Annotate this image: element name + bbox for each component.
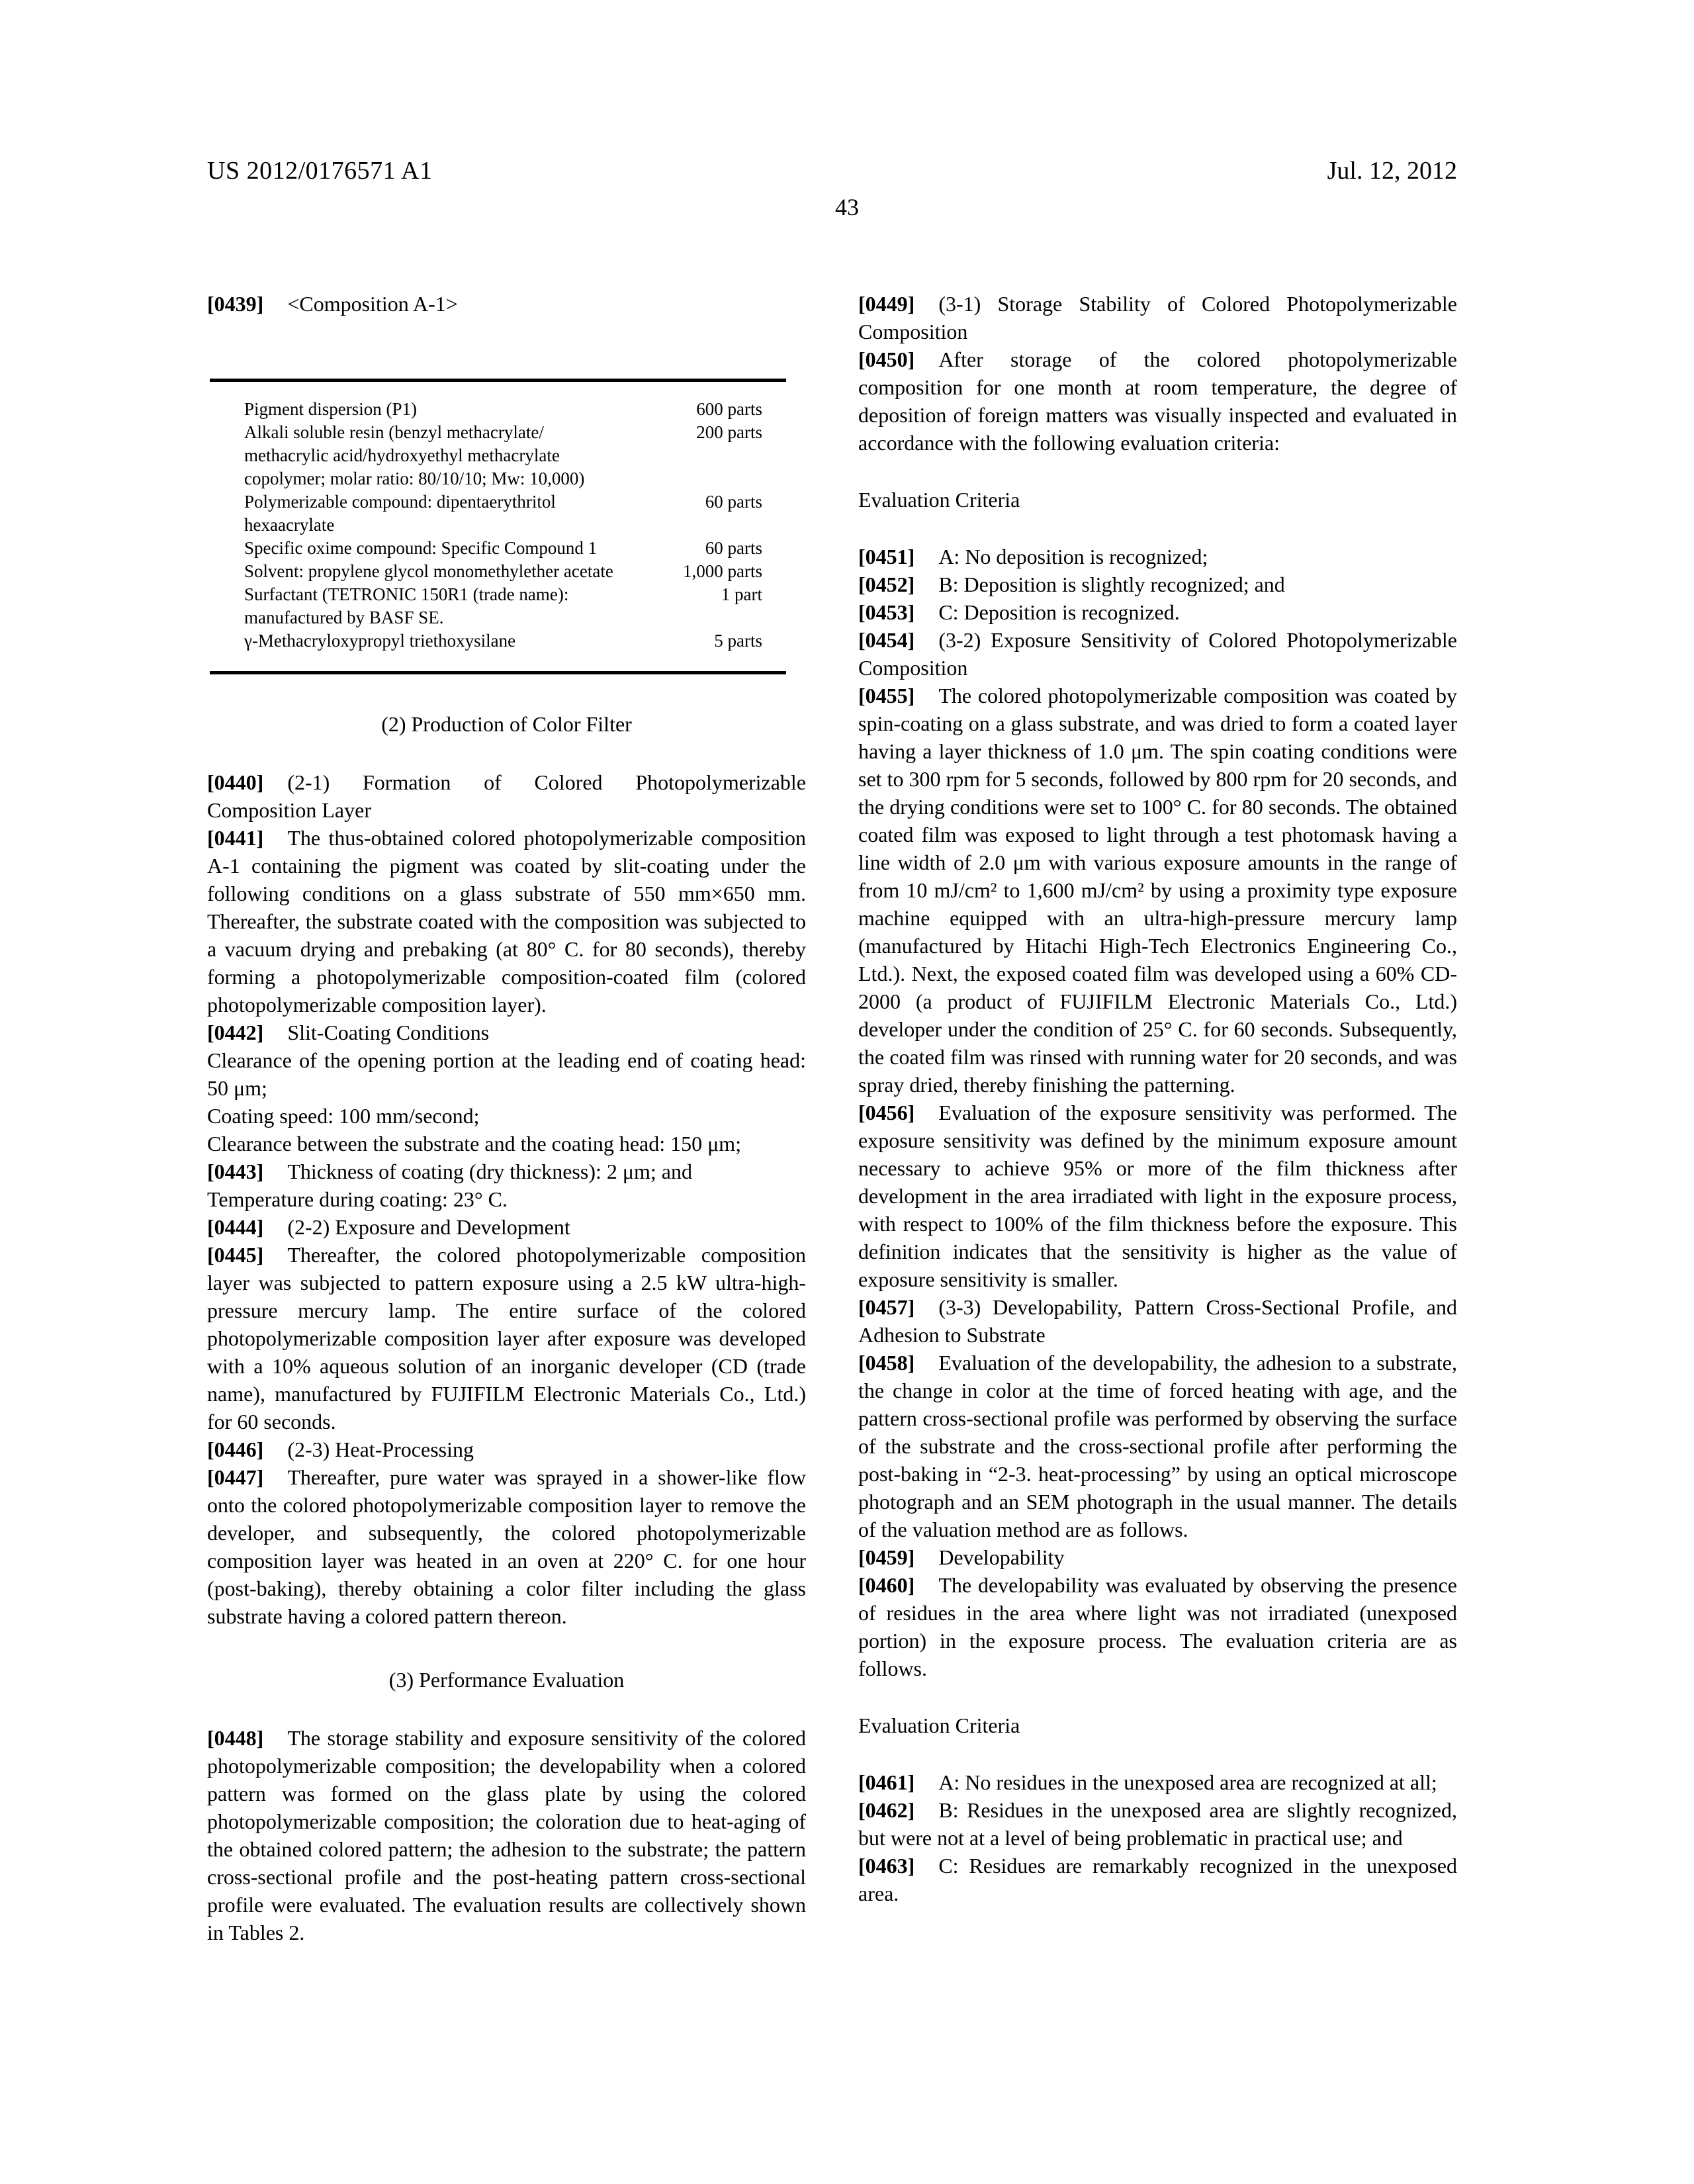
paragraph-text: A: No residues in the unexposed area are recognized at all; [938, 1770, 1437, 1794]
section-heading: (3) Performance Evaluation [388, 1668, 625, 1692]
paragraph-text: Developability [938, 1545, 1065, 1569]
paragraph-number: [0458] [858, 1351, 915, 1375]
paragraph-text: C: Deposition is recognized. [938, 600, 1180, 624]
table-value: 1,000 parts [683, 561, 762, 581]
table-row [244, 537, 762, 560]
paragraph-text: The storage stability and exposure sensitivity of the colored photopolymerizable composition; the developability when a colored pattern was formed on the glass plate by using the colored photopolymerizable composition; the coloration due to heat-aging of the obtained colored pattern; the adhesion to the substrate; the pattern cross-sectional profile and the post-heating pattern cross-sectional profile were evaluated. The evaluation results are collectively shown in Tables 2. [207, 1726, 806, 1944]
table-item [244, 560, 656, 583]
condition-line: Clearance of the opening portion at the leading end of coating head: 50 μm; [207, 1048, 806, 1100]
page-number: 43 [835, 194, 859, 220]
paragraph-0452 [858, 570, 1457, 598]
paragraph-text: (3-2) Exposure Sensitivity of Colored Photopolymerizable Composition [858, 628, 1457, 680]
paragraph-number: [0445] [207, 1243, 264, 1267]
paragraph-number: [0461] [858, 1770, 915, 1794]
condition-line: Clearance between the substrate and the coating head: 150 μm; [207, 1132, 742, 1156]
paragraph-number: [0454] [858, 628, 915, 652]
paragraph-number: [0450] [858, 347, 915, 371]
paragraph-text: Thereafter, the colored photopolymerizable composition layer was subjected to pattern exposure using a 2.5 kW ultra-high-pressure mercury lamp. The entire surface of the colored photopolymerizable composition layer after exposure was developed with a 10% aqueous solution of an inorganic developer (CD (trade name), manufactured by FUJIFILM Electronic Materials Co., Ltd.) for 60 seconds. [207, 1243, 806, 1433]
paragraph-text: The thus-obtained colored photopolymerizable composition A-1 containing the pigment was coated by slit-coating under the following conditions on a glass substrate of 550 mm×650 mm. Thereafter, the substrate coated with the composition was subjected to a vacuum drying and prebaking (at 80° C. for 80 seconds), thereby forming a photopolymerizable composition-coated film (colored photopolymerizable composition layer). [207, 826, 806, 1017]
paragraph-text: (3-1) Storage Stability of Colored Photopolymerizable Composition [858, 292, 1457, 343]
paragraph-number: [0452] [858, 572, 915, 596]
paragraph-0447 [207, 1463, 806, 1630]
paragraph-number: [0449] [858, 292, 915, 316]
paragraph-0455 [858, 682, 1457, 1099]
paragraph-text: Evaluation of the exposure sensitivity was performed. The exposure sensitivity was defined by the minimum exposure amount necessary to achieve 95% or more of the film thickness after development in the area irradiated with light in the exposure process, with respect to 100% of the film thickness before the exposure. This definition indicates that the sensitivity is higher as the value of exposure sensitivity is smaller. [858, 1101, 1457, 1291]
paragraph-0457 [858, 1293, 1457, 1349]
paragraph-0458 [858, 1349, 1457, 1543]
paragraph-text: A: No deposition is recognized; [938, 545, 1208, 569]
table-item-line: γ-Methacryloxypropyl triethoxysilane [244, 631, 516, 651]
paragraph-text: Thickness of coating (dry thickness): 2 μm; and [287, 1160, 692, 1183]
paragraph-0444 [207, 1213, 806, 1241]
table-value: 1 part [721, 584, 762, 604]
paragraph-0448 [207, 1724, 806, 1946]
paragraph-text: B: Deposition is slightly recognized; and [938, 572, 1285, 596]
paragraph-number: [0460] [858, 1573, 915, 1597]
paragraph-text: <Composition A-1> [287, 292, 458, 316]
table-item [244, 398, 656, 421]
paragraph-0450 [858, 345, 1457, 457]
paragraph-text: C: Residues are remarkably recognized in the unexposed area. [858, 1854, 1457, 1905]
condition-line: Coating speed: 100 mm/second; [207, 1104, 480, 1128]
table-value: 600 parts [696, 399, 762, 419]
table-item-line: Alkali soluble resin (benzyl methacrylate/ [244, 422, 544, 442]
paragraph-number: [0440] [207, 770, 264, 794]
paragraph-0445 [207, 1241, 806, 1435]
paragraph-0441 [207, 824, 806, 1019]
table-item-line: Solvent: propylene glycol monomethylether acetate [244, 561, 613, 581]
table-item-line: hexaacrylate [244, 515, 335, 535]
paragraph-0443 [207, 1158, 806, 1185]
table-item-line: Pigment dispersion (P1) [244, 399, 417, 419]
paragraph-0460 [858, 1571, 1457, 1682]
paragraph-0449 [858, 290, 1457, 345]
paragraph-number: [0456] [858, 1101, 915, 1124]
paragraph-number: [0446] [207, 1437, 264, 1461]
paragraph-number: [0451] [858, 545, 915, 569]
publication-date: Jul. 12, 2012 [1327, 157, 1457, 185]
section-heading: (2) Production of Color Filter [381, 712, 632, 736]
table-value: 5 parts [714, 631, 762, 651]
condition-line: Temperature during coating: 23° C. [207, 1187, 508, 1211]
paragraph-number: [0459] [858, 1545, 915, 1569]
paragraph-number: [0447] [207, 1465, 264, 1489]
paragraph-number: [0442] [207, 1021, 264, 1044]
paragraph-0439 [207, 290, 806, 318]
table-value: 200 parts [696, 422, 762, 442]
paragraph-number: [0448] [207, 1726, 264, 1750]
paragraph-text: B: Residues in the unexposed area are slightly recognized, but were not at a level of being problematic in practical use; and [858, 1798, 1457, 1850]
paragraph-text: (2-2) Exposure and Development [287, 1215, 570, 1239]
paragraph-0451 [858, 543, 1457, 570]
table-item [244, 537, 656, 560]
paragraph-text: Thereafter, pure water was sprayed in a shower-like flow onto the colored photopolymerizable composition layer to remove the developer, and subsequently, the colored photopolymerizable composition layer was heated in an oven at 220° C. for one hour (post-baking), thereby obtaining a color filter including the glass substrate having a colored pattern thereon. [207, 1465, 806, 1628]
table-item-line: Polymerizable compound: dipentaerythritol [244, 492, 556, 512]
paragraph-text: (3-3) Developability, Pattern Cross-Sectional Profile, and Adhesion to Substrate [858, 1295, 1457, 1347]
paragraph-text: Slit-Coating Conditions [287, 1021, 490, 1044]
paragraph-number: [0444] [207, 1215, 264, 1239]
table-row [244, 629, 762, 653]
paragraph-number: [0462] [858, 1798, 915, 1822]
right-column [858, 290, 1457, 1907]
paragraph-0453 [858, 598, 1457, 626]
table-item-line: methacrylic acid/hydroxyethyl methacrylate [244, 445, 560, 465]
paragraph-text: (2-1) Formation of Colored Photopolymerizable Composition Layer [207, 770, 806, 822]
paragraph-number: [0443] [207, 1160, 264, 1183]
table-row [244, 560, 762, 583]
table-item-line: Specific oxime compound: Specific Compound 1 [244, 538, 598, 558]
paragraph-0446 [207, 1435, 806, 1463]
paragraph-number: [0453] [858, 600, 915, 624]
evaluation-criteria-label: Evaluation Criteria [858, 1713, 1020, 1737]
paragraph-number: [0455] [858, 684, 915, 707]
table-row [244, 398, 762, 421]
table-item-line: copolymer; molar ratio: 80/10/10; Mw: 10,000) [244, 469, 585, 488]
paragraph-text: After storage of the colored photopolymerizable composition for one month at room temperature, the degree of deposition of foreign matters was visually inspected and evaluated in accordance with the following evaluation criteria: [858, 347, 1457, 455]
paragraph-0461 [858, 1768, 1457, 1796]
paragraph-0456 [858, 1099, 1457, 1293]
paragraph-0454 [858, 626, 1457, 682]
paragraph-0442 [207, 1019, 806, 1046]
paragraph-number: [0463] [858, 1854, 915, 1878]
table-row [244, 421, 762, 490]
table-row [244, 583, 762, 629]
evaluation-criteria-label: Evaluation Criteria [858, 488, 1020, 512]
paragraph-0459 [858, 1543, 1457, 1571]
table-item [244, 629, 656, 653]
paragraph-number: [0441] [207, 826, 264, 850]
paragraph-number: [0457] [858, 1295, 915, 1319]
paragraph-number: [0439] [207, 292, 264, 316]
left-column [207, 290, 806, 1946]
patent-number: US 2012/0176571 A1 [207, 157, 433, 185]
table-item [244, 421, 656, 490]
table-item [244, 583, 656, 629]
paragraph-text: The colored photopolymerizable composition was coated by spin-coating on a glass substrate, and was dried to form a coated layer having a layer thickness of 1.0 μm. The spin coating conditions were set to 300 rpm for 5 seconds, followed by 800 rpm for 20 seconds, and the drying conditions were set to 100° C. for 80 seconds. The obtained coated film was exposed to light through a test photomask having a line width of 2.0 μm with various exposure amounts in the range of from 10 mJ/cm² to 1,600 mJ/cm² by using a proximity type exposure machine equipped with an ultra-high-pressure mercury lamp (manufactured by Hitachi High-Tech Electronics Engineering Co., Ltd.). Next, the exposed coated film was developed using a 60% CD-2000 (a product of FUJIFILM Electronic Materials Co., Ltd.) developer under the condition of 25° C. for 60 seconds. Subsequently, the coated film was rinsed with running water for 20 seconds, and was spray dried, thereby finishing the patterning. [858, 684, 1457, 1097]
paragraph-0463 [858, 1852, 1457, 1907]
paragraph-0462 [858, 1796, 1457, 1852]
paragraph-0440 [207, 768, 806, 824]
paragraph-text: The developability was evaluated by observing the presence of residues in the area where light was not irradiated (unexposed portion) in the exposure process. The evaluation criteria are as follows. [858, 1573, 1457, 1680]
table-value: 60 parts [705, 492, 762, 512]
paragraph-text: (2-3) Heat-Processing [287, 1437, 474, 1461]
table-item-line: Surfactant (TETRONIC 150R1 (trade name): [244, 584, 569, 604]
table-row [244, 490, 762, 537]
table-value: 60 parts [705, 538, 762, 558]
composition-table [210, 379, 786, 674]
paragraph-text: Evaluation of the developability, the adhesion to a substrate, the change in color at the time of forced heating with age, and the pattern cross-sectional profile was performed by observing the surface of the substrate and the cross-sectional profile after performing the post-baking in “2-3. heat-processing” by using an optical microscope photograph and an SEM photograph in the usual manner. The details of the valuation method are as follows. [858, 1351, 1457, 1541]
table-item-line: manufactured by BASF SE. [244, 608, 444, 627]
table-item [244, 490, 656, 537]
